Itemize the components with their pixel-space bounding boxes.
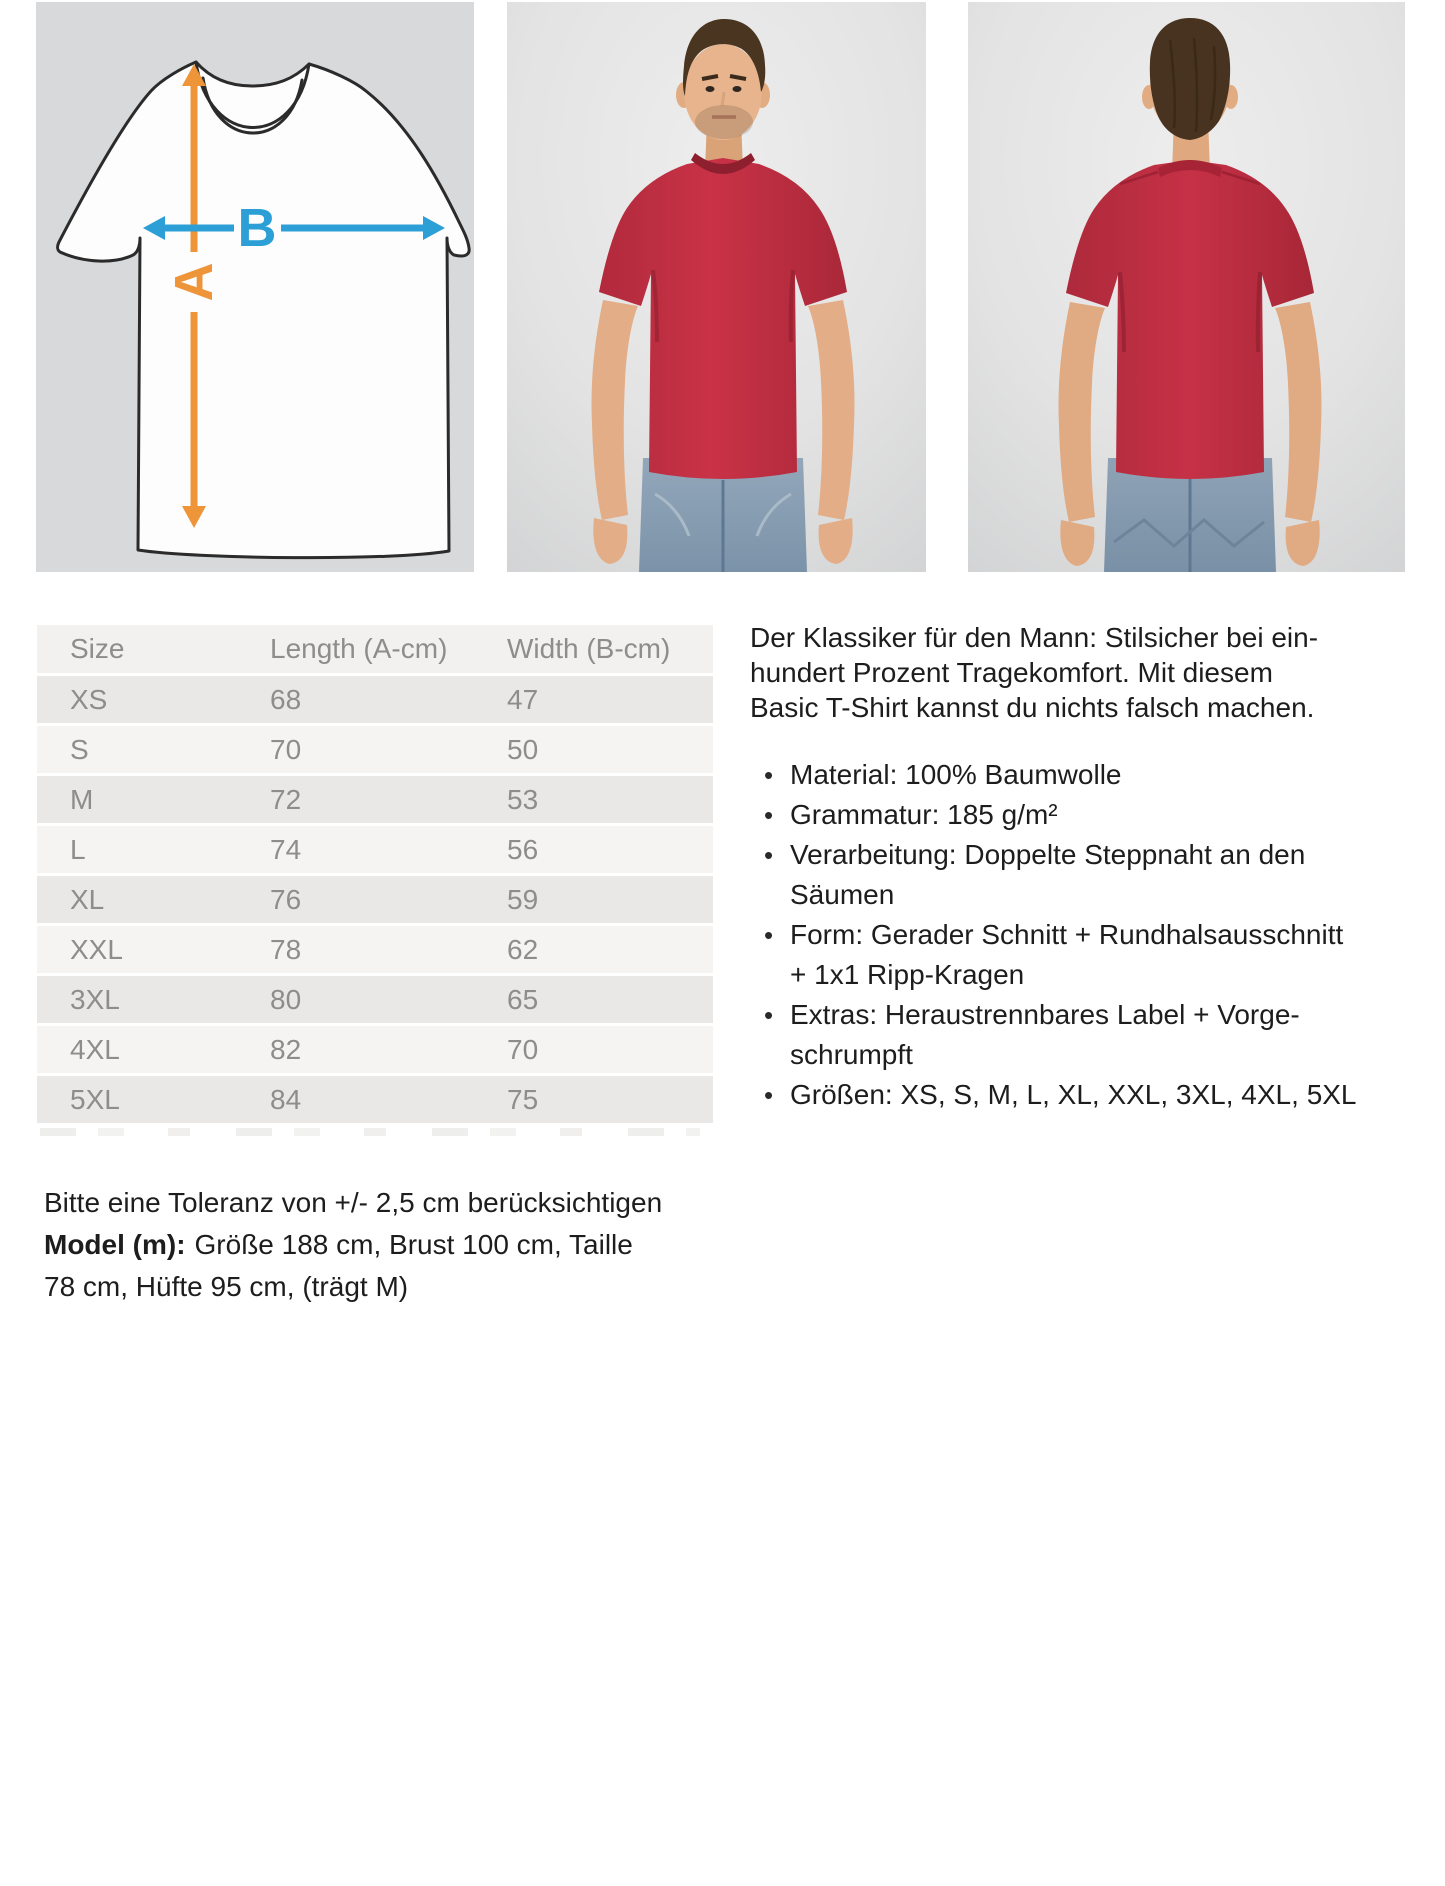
tolerance-note: Bitte eine Toleranz von +/- 2,5 cm berücksichtigen bbox=[44, 1187, 663, 1218]
table-row bbox=[37, 826, 713, 873]
width-cell: 47 bbox=[507, 683, 539, 715]
width-cell: 50 bbox=[507, 733, 539, 765]
feature-text: Verarbeitung: Doppelte Steppnaht an den bbox=[790, 839, 1306, 870]
width-cell: 62 bbox=[507, 933, 539, 965]
length-cell: 68 bbox=[270, 683, 302, 715]
intro-line: Basic T-Shirt kannst du nichts falsch machen. bbox=[750, 692, 1315, 723]
width-cell: 59 bbox=[507, 883, 539, 915]
model-info-continued: 78 cm, Hüfte 95 cm, (trägt M) bbox=[44, 1271, 409, 1302]
feature-text: Säumen bbox=[790, 879, 895, 910]
feature-item bbox=[790, 995, 1445, 1075]
feature-text: + 1x1 Ripp-Kragen bbox=[790, 959, 1025, 990]
feature-text: Größen: XS, S, M, L, XL, XXL, 3XL, 4XL, 5XL bbox=[790, 1079, 1357, 1110]
width-cell: 75 bbox=[507, 1083, 539, 1115]
back-model-illustration bbox=[968, 2, 1405, 572]
size-cell: XS bbox=[70, 683, 108, 715]
measurement-notes bbox=[44, 1182, 724, 1308]
feature-text: schrumpft bbox=[790, 1039, 913, 1070]
size-cell: 3XL bbox=[70, 983, 120, 1015]
feature-text: Extras: Heraustrennbares Label + Vorge- bbox=[790, 999, 1300, 1030]
size-diagram-panel bbox=[36, 2, 474, 572]
table-row bbox=[37, 776, 713, 823]
feature-item bbox=[790, 755, 1445, 795]
length-cell: 76 bbox=[270, 883, 302, 915]
size-cell: 4XL bbox=[70, 1033, 120, 1065]
feature-item bbox=[790, 915, 1445, 995]
feature-list bbox=[750, 755, 1445, 1115]
length-cell: 78 bbox=[270, 933, 302, 965]
table-overflow-fragment bbox=[40, 1128, 700, 1136]
size-table bbox=[37, 625, 713, 1126]
length-cell: 74 bbox=[270, 833, 302, 865]
length-cell: 84 bbox=[270, 1083, 302, 1115]
table-row bbox=[37, 876, 713, 923]
model-info-label: Model (m): bbox=[44, 1229, 186, 1260]
length-cell: 72 bbox=[270, 783, 302, 815]
table-row bbox=[37, 976, 713, 1023]
feature-item bbox=[790, 1075, 1445, 1115]
table-row bbox=[37, 1026, 713, 1073]
width-cell: 56 bbox=[507, 833, 539, 865]
feature-text: Material: 100% Baumwolle bbox=[790, 759, 1122, 790]
front-photo bbox=[507, 2, 926, 572]
width-cell: 70 bbox=[507, 1033, 539, 1065]
length-label: A bbox=[164, 262, 224, 302]
feature-item bbox=[790, 835, 1445, 915]
table-header-row bbox=[37, 625, 713, 673]
length-cell: 80 bbox=[270, 983, 302, 1015]
intro-line: Der Klassiker für den Mann: Stilsicher bei ein- bbox=[750, 622, 1319, 653]
feature-text: Form: Gerader Schnitt + Rundhalsausschnitt bbox=[790, 919, 1344, 950]
front-model-illustration bbox=[507, 2, 926, 572]
column-header-length: Length (A-cm) bbox=[270, 633, 448, 664]
column-header-size: Size bbox=[70, 633, 125, 664]
intro-line: hundert Prozent Tragekomfort. Mit diesem bbox=[750, 657, 1273, 688]
feature-text: Grammatur: 185 g/m² bbox=[790, 799, 1058, 830]
column-header-width: Width (B-cm) bbox=[507, 633, 671, 664]
size-cell: S bbox=[70, 733, 89, 765]
table-row bbox=[37, 926, 713, 973]
product-description bbox=[750, 620, 1445, 1115]
feature-item bbox=[790, 795, 1445, 835]
size-cell: L bbox=[70, 833, 86, 865]
width-cell: 65 bbox=[507, 983, 539, 1015]
size-cell: M bbox=[70, 783, 94, 815]
table-row bbox=[37, 726, 713, 773]
description-intro bbox=[750, 620, 1445, 725]
model-info bbox=[44, 1224, 724, 1266]
size-cell: 5XL bbox=[70, 1083, 120, 1115]
size-cell: XXL bbox=[70, 933, 123, 965]
tshirt-measurement-diagram bbox=[36, 2, 474, 572]
length-cell: 70 bbox=[270, 733, 302, 765]
model-info-text: Größe 188 cm, Brust 100 cm, Taille bbox=[194, 1229, 633, 1260]
back-photo bbox=[968, 2, 1405, 572]
table-row bbox=[37, 676, 713, 723]
table-row bbox=[37, 1076, 713, 1123]
width-cell: 53 bbox=[507, 783, 539, 815]
length-cell: 82 bbox=[270, 1033, 302, 1065]
width-label: B bbox=[237, 198, 277, 258]
size-cell: XL bbox=[70, 883, 105, 915]
